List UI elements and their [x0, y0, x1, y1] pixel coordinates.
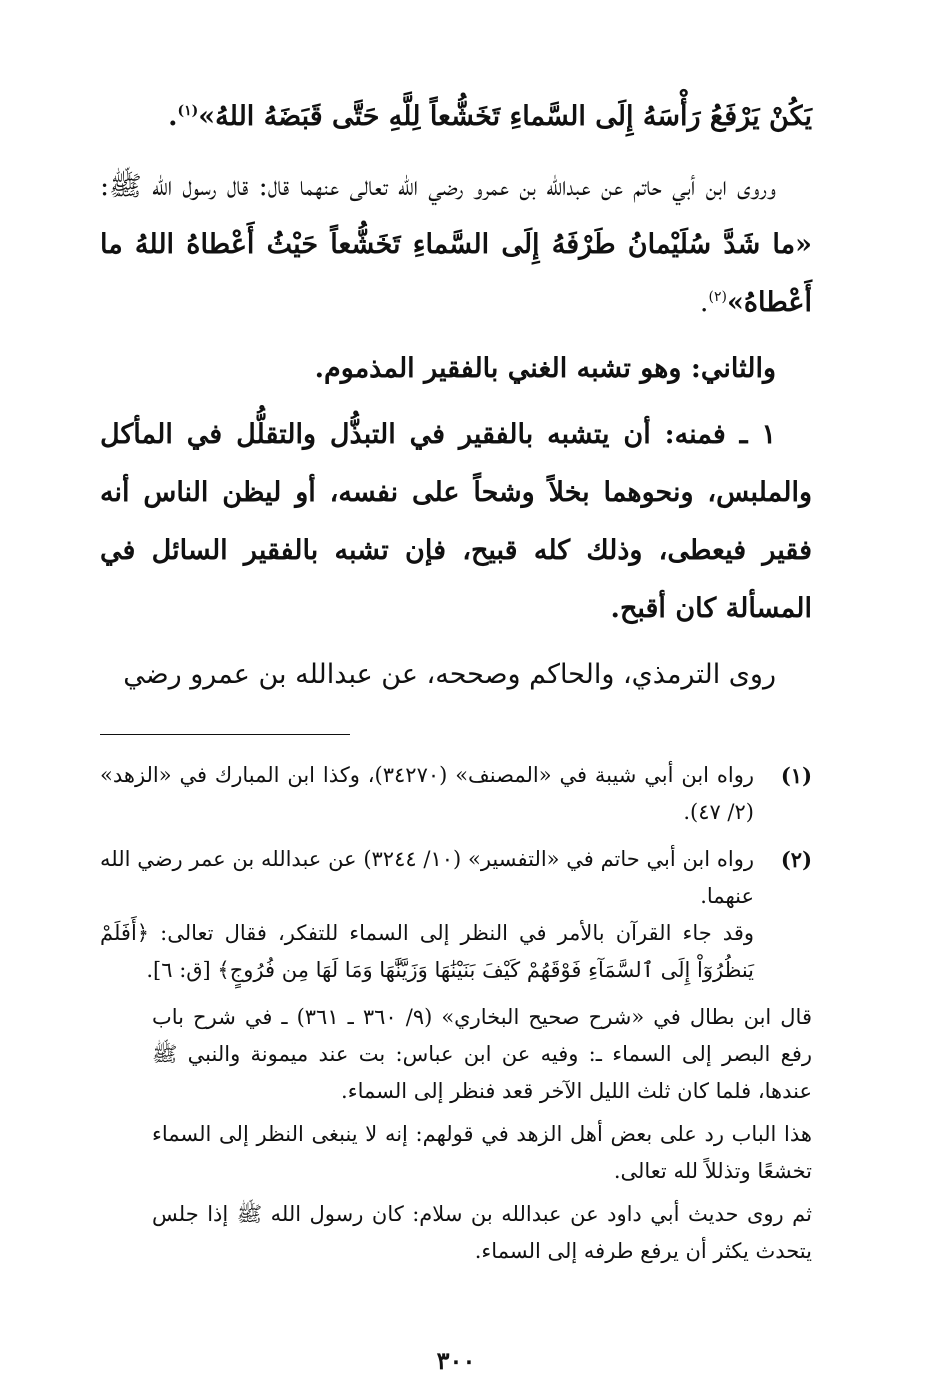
footnote-text: رواه ابن أبي حاتم في «التفسير» (١٠/ ٣٢٤٤) عن عبدالله بن عمر رضي الله عنهما. — [100, 847, 754, 908]
paragraph-abi-hatim-intro: وروى ابن أبي حاتم عن عبدالله بن عمرو رضي الله تعالى عنهما قال: قال رسول الله ﷺ: — [100, 171, 776, 202]
footnote-text: رواه ابن أبي شيبة في «المصنف» (٣٤٢٧٠)، وكذا ابن المبارك في «الزهد» (٢/ ٤٧). — [100, 763, 754, 824]
paragraph-tirmidhi: روى الترمذي، والحاكم وصححه، عن عبدالله بن عمرو رضي — [123, 659, 776, 690]
separator-line — [100, 734, 350, 735]
hadith-text: يَكُنْ يَرْفَعُ رَأْسَهُ إِلَى السَّماءِ تَخَشُّعاً لِلَّهِ حَتَّى قَبَضَهُ اللهُ» — [198, 101, 812, 132]
footnote-body — [100, 757, 754, 831]
footnote-1 — [100, 757, 812, 831]
line-end: . — [168, 101, 178, 132]
footnote-ibn-battal: قال ابن بطال في «شرح صحيح البخاري» (٩/ ٣٦٠ ـ ٣٦١) ـ في شرح باب رفع البصر إلى السماء ـ: وفيه عن ابن عباس: بت عند ميمونة والنبي ﷺ عندها، فلما كان ثلث الليل الآخر قعد فنظر إلى السماء. — [152, 1005, 812, 1103]
footnote-abu-dawud: ثم روى حديث أبي داود عن عبدالله بن سلام: كان رسول الله ﷺ إذا جلس يتحدث يكثر أن يرفع طرفه إلى السماء. — [152, 1202, 812, 1263]
footnote-zuhd-refutation: هذا الباب رد على بعض أهل الزهد في قولهم: إنه لا ينبغى النظر إلى السماء تخشعًا وتذللاً لله تعالى. — [152, 1122, 812, 1183]
paragraph-second-text: والثاني: وهو تشبه الغني بالفقير المذموم. — [314, 353, 776, 384]
paragraph-point-1: ١ ـ فمنه: أن يتشبه بالفقير في التبذُّل والتقلُّل في المأكل والملبس، ونحوهما بخلاً وشحاً على نفسه، أو ليظن الناس أنه فقير فيعطى، وذلك كله قبيح، فإن تشبه بالفقير السائل في المسألة كان أقبح. — [100, 419, 812, 624]
footnote-number: (٢) — [780, 847, 812, 872]
hadith-quote-sulayman: «ما شَدَّ سُلَيْمانُ طَرْفَهُ إِلَى السَّماءِ تَخَشُّعاً حَيْثُ أَعْطاهُ اللهُ ما أَعْطاهُ» — [100, 229, 812, 318]
paragraph-abi-hatim — [100, 158, 812, 332]
footnote-2 — [100, 841, 812, 989]
footnotes — [100, 757, 812, 1270]
footnote-body — [100, 841, 754, 989]
line-end-2: . — [699, 287, 709, 318]
footnote-number: (١) — [780, 763, 812, 788]
footnote-ref-2: (٢) — [708, 289, 727, 305]
continued-hadith-line — [100, 88, 812, 146]
footnote-separator — [100, 734, 812, 735]
page-number: ٣٠٠ — [436, 1346, 476, 1375]
paragraph-second — [100, 340, 812, 398]
main-text — [100, 88, 812, 704]
page — [100, 88, 812, 1375]
footnote-ref-1: (١) — [177, 103, 199, 119]
footnote-quran-text: وقد جاء القرآن بالأمر في النظر إلى السماء للتفكر، فقال تعالى: ﴿أَفَلَمْ يَنظُرُوٓاْ إِلَى ٱلسَّمَآءِ فَوْقَهُمْ كَيْفَ بَنَيْنَٰهَا وَزَيَّنَّٰهَا وَمَا لَهَا مِن فُرُوجٍ﴾ [ق: ٦]. — [100, 921, 754, 982]
